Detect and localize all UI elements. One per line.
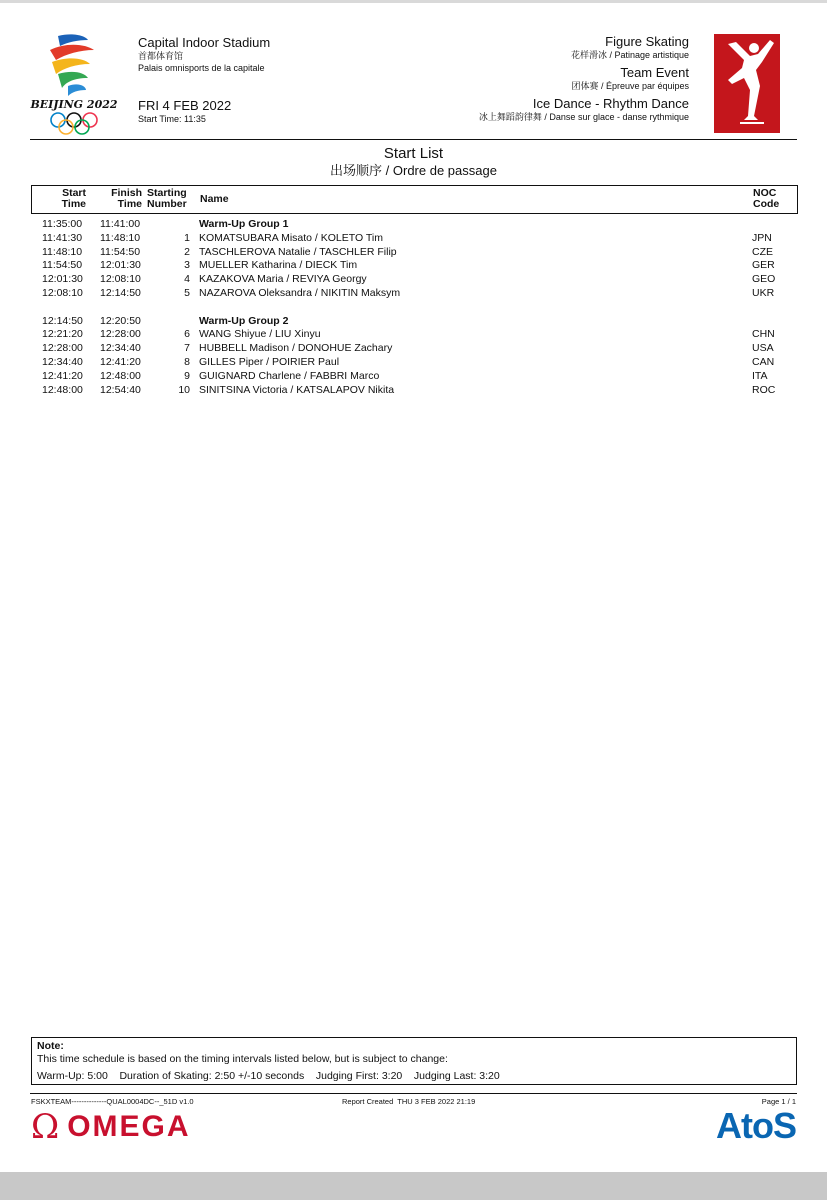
- noc-code: USA: [752, 342, 774, 355]
- start-time: 12:34:40: [42, 355, 83, 368]
- header-starting-number: Starting Number: [147, 187, 187, 210]
- starting-number: 8: [184, 355, 190, 368]
- noc-code: ITA: [752, 369, 768, 382]
- group-spacer: [31, 301, 796, 315]
- couple-name: SINITSINA Victoria / KATSALAPOV Nikita: [199, 383, 395, 396]
- starting-number: 1: [184, 231, 190, 244]
- group-start-time: 12:14:50: [42, 314, 83, 327]
- finish-time: 12:28:00: [100, 328, 141, 341]
- start-time: 11:48:10: [42, 245, 83, 258]
- title-en: Start List: [383, 145, 444, 162]
- start-time: 12:28:00: [42, 342, 83, 355]
- table-row: [31, 287, 796, 301]
- venue-name-en: Capital Indoor Stadium: [138, 35, 271, 50]
- noc-code: CZE: [752, 245, 773, 258]
- starting-number: 6: [184, 328, 190, 341]
- couple-name: KAZAKOVA Maria / REVIYA Georgy: [199, 273, 367, 286]
- venue-block: [138, 35, 270, 74]
- table-row: [31, 370, 796, 384]
- start-time-label: Start Time: 11:35: [138, 114, 206, 124]
- finish-time: 12:54:40: [100, 383, 141, 396]
- note-text: This time schedule is based on the timing intervals listed below, but is subject to change:: [37, 1053, 448, 1065]
- emblem-ribbon-icon: [50, 34, 94, 96]
- event-name-en: Team Event: [620, 65, 689, 80]
- starting-number: 10: [178, 383, 190, 396]
- finish-time: 12:08:10: [100, 273, 141, 286]
- starting-number: 4: [184, 273, 190, 286]
- header-finish-time: Finish Time: [111, 187, 142, 210]
- schedule-note: [31, 1037, 797, 1085]
- table-row: [31, 273, 796, 287]
- table-row: [31, 259, 796, 273]
- note-label: Note:: [37, 1040, 64, 1052]
- warmup-group-row: [31, 315, 796, 329]
- olympic-rings-icon: [51, 113, 97, 134]
- event-date: FRI 4 FEB 2022: [138, 98, 232, 113]
- couple-name: KOMATSUBARA Misato / KOLETO Tim: [199, 231, 383, 244]
- omega-wordmark: OMEGA: [67, 1110, 191, 1143]
- finish-time: 12:48:00: [100, 369, 141, 382]
- couple-name: HUBBELL Madison / DONOHUE Zachary: [199, 342, 393, 355]
- top-border: [0, 0, 827, 3]
- couple-name: MUELLER Katharina / DIECK Tim: [199, 259, 358, 272]
- noc-code: CHN: [752, 328, 775, 341]
- noc-code: JPN: [752, 231, 772, 244]
- header-start-time: Start Time: [61, 187, 86, 210]
- couple-name: GILLES Piper / POIRIER Paul: [199, 355, 340, 368]
- couple-name: WANG Shiyue / LIU Xinyu: [199, 328, 321, 341]
- sport-name-zh-fr: 花样滑冰 / Patinage artistique: [570, 50, 689, 60]
- couple-name: TASCHLEROVA Natalie / TASCHLER Filip: [199, 245, 397, 258]
- warmup-group-row: [31, 218, 796, 232]
- noc-code: GEO: [752, 273, 776, 286]
- event-block: [389, 34, 689, 123]
- atos-logo: AtoS: [716, 1105, 796, 1146]
- start-time: 12:01:30: [42, 273, 83, 286]
- start-time: 11:54:50: [42, 259, 83, 272]
- start-time: 12:41:20: [42, 369, 83, 382]
- group-finish-time: 11:41:00: [100, 218, 141, 230]
- noc-code: ROC: [752, 383, 776, 396]
- phase-name-en: Ice Dance - Rhythm Dance: [532, 96, 689, 111]
- finish-time: 12:41:20: [100, 355, 141, 368]
- starting-number: 7: [184, 342, 190, 355]
- start-time: 12:21:20: [42, 328, 83, 341]
- group-finish-time: 12:20:50: [100, 314, 141, 327]
- start-list-rows: [31, 218, 796, 397]
- starting-number: 3: [184, 259, 190, 272]
- document-title: [0, 145, 827, 179]
- starting-number: 5: [184, 286, 190, 299]
- omega-logo: [31, 1107, 191, 1147]
- group-label: Warm-Up Group 2: [199, 314, 289, 327]
- sport-name-en: Figure Skating: [605, 34, 689, 49]
- venue-name-zh: 首都体育馆: [138, 51, 184, 61]
- note-intervals: Warm-Up: 5:00 Duration of Skating: 2:50 +/-10 seconds Judging First: 3:20 Judging Last: 3:20: [37, 1070, 500, 1082]
- bottom-band: [0, 1172, 827, 1200]
- date-block: [138, 98, 231, 125]
- start-time: 12:48:00: [42, 383, 83, 396]
- group-label: Warm-Up Group 1: [199, 218, 289, 230]
- finish-time: 11:54:50: [100, 245, 141, 258]
- finish-time: 12:34:40: [100, 342, 141, 355]
- noc-code: UKR: [752, 286, 775, 299]
- noc-code: CAN: [752, 355, 775, 368]
- couple-name: GUIGNARD Charlene / FABBRI Marco: [199, 369, 380, 382]
- start-time: 12:08:10: [42, 286, 83, 299]
- omega-symbol-icon: Ω: [31, 1107, 60, 1147]
- phase-name-zh-fr: 冰上舞蹈韵律舞 / Danse sur glace - danse rythmique: [478, 112, 689, 122]
- report-created: Report Created THU 3 FEB 2022 21:19: [342, 1097, 476, 1106]
- table-row: [31, 384, 796, 398]
- document-code: FSKXTEAM--------------QUAL0004DC--_51D v1.0: [31, 1097, 194, 1106]
- event-name-zh-fr: 团体赛 / Épreuve par équipes: [571, 81, 689, 91]
- group-start-time: 11:35:00: [42, 218, 83, 230]
- title-zh-fr: 出场顺序 / Ordre de passage: [330, 163, 497, 178]
- starting-number: 9: [184, 369, 190, 382]
- table-header: [31, 185, 798, 214]
- page-number: Page 1 / 1: [761, 1097, 796, 1106]
- finish-time: 12:01:30: [100, 259, 141, 272]
- table-row: [31, 246, 796, 260]
- header-divider: [30, 139, 797, 140]
- start-time: 11:41:30: [42, 231, 83, 244]
- header-noc-code: NOC Code: [753, 187, 780, 210]
- finish-time: 11:48:10: [100, 231, 141, 244]
- header-name: Name: [200, 193, 229, 205]
- table-row: [31, 342, 796, 356]
- table-row: [31, 328, 796, 342]
- games-logo-text: BEIJING 2022: [30, 98, 118, 111]
- footer-divider: [30, 1093, 797, 1094]
- finish-time: 12:14:50: [100, 286, 141, 299]
- table-row: [31, 356, 796, 370]
- table-row: [31, 232, 796, 246]
- couple-name: NAZAROVA Oleksandra / NIKITIN Maksym: [199, 286, 401, 299]
- starting-number: 2: [184, 245, 190, 258]
- figure-skating-pictogram-icon: [714, 34, 780, 133]
- venue-name-fr: Palais omnisports de la capitale: [138, 63, 265, 73]
- noc-code: GER: [752, 259, 775, 272]
- beijing-2022-logo: [28, 30, 120, 135]
